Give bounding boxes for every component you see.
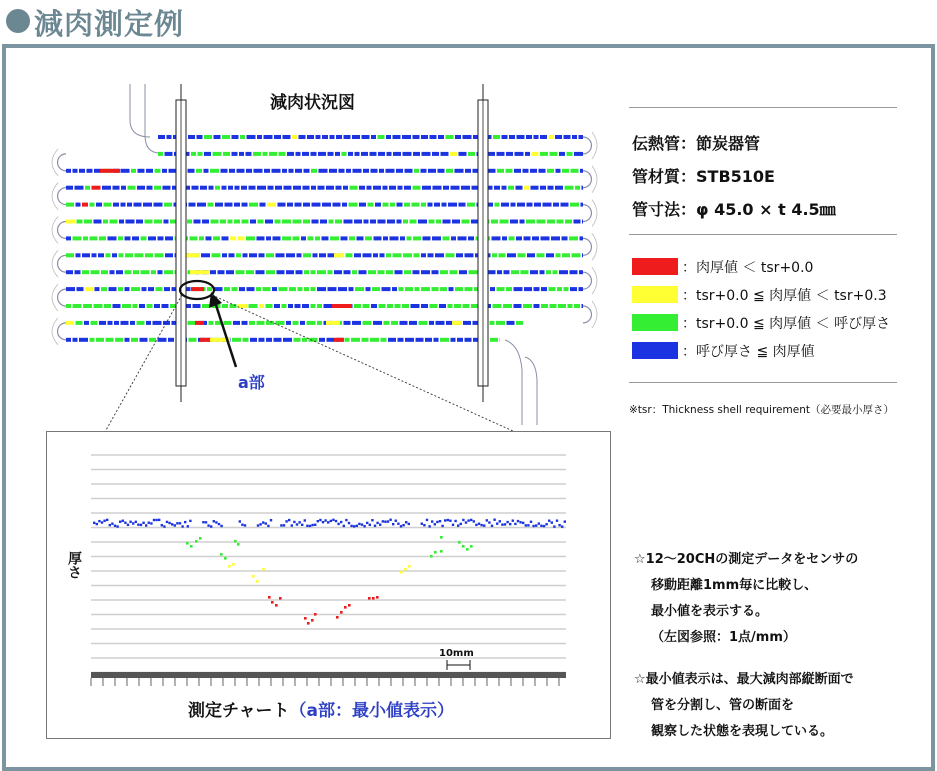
chart-point-blue — [319, 519, 321, 521]
chart-point-blue — [293, 521, 295, 523]
chart-point-blue — [306, 525, 308, 527]
chart-point-blue — [340, 521, 342, 523]
chart-point-blue — [493, 519, 495, 521]
chart-point-blue — [210, 525, 212, 527]
chart-point-blue — [436, 521, 438, 523]
chart-point-blue — [431, 520, 433, 522]
chart-point-green — [199, 537, 202, 540]
chart-point-blue — [376, 522, 378, 524]
chart-point-blue — [408, 523, 410, 525]
chart-point-blue — [525, 524, 527, 526]
chart-point-blue — [470, 519, 472, 521]
chart-point-green — [186, 542, 189, 545]
description2-line: ☆最小値表示は、最大減肉部縦断面で — [634, 672, 854, 687]
chart-point-blue — [153, 519, 155, 521]
chart-point-blue — [122, 520, 124, 522]
chart-point-red — [340, 611, 343, 614]
chart-point-blue — [561, 525, 563, 527]
chart-point-blue — [478, 523, 480, 525]
chart-point-blue — [439, 520, 441, 522]
chart-point-blue — [556, 519, 558, 521]
chart-point-green — [470, 545, 473, 548]
chart-point-blue — [129, 521, 131, 523]
chart-point-blue — [504, 523, 506, 525]
chart-point-blue — [337, 523, 339, 525]
chart-point-blue — [428, 525, 430, 527]
chart-point-blue — [361, 523, 363, 525]
chart-point-blue — [553, 525, 555, 527]
chart-point-blue — [220, 525, 222, 527]
chart-point-red — [372, 597, 375, 600]
chart-point-blue — [369, 524, 371, 526]
chart-point-blue — [135, 521, 137, 523]
chart-point-blue — [158, 519, 160, 521]
chart-point-blue — [187, 525, 189, 527]
chart-point-blue — [486, 519, 488, 521]
chart-point-blue — [532, 525, 534, 527]
chart-point-blue — [444, 519, 446, 521]
chart-point-blue — [400, 525, 402, 527]
chart-point-green — [224, 557, 227, 560]
chart-point-blue — [291, 524, 293, 526]
chart-point-blue — [480, 524, 482, 526]
chart-point-blue — [314, 524, 316, 526]
chart-point-blue — [140, 524, 142, 526]
chart-point-blue — [213, 520, 215, 522]
chart-point-blue — [384, 521, 386, 523]
chart-point-blue — [371, 519, 373, 521]
chart-point-yellow — [252, 575, 255, 578]
chart-point-blue — [397, 523, 399, 525]
chart-point-blue — [514, 523, 516, 525]
chart-point-blue — [538, 522, 540, 524]
chart-point-blue — [527, 524, 529, 526]
chart-point-green — [434, 551, 437, 554]
description1-line: 移動距離1mm毎に比較し、 — [651, 578, 818, 593]
chart-point-blue — [327, 521, 329, 523]
chart-point-blue — [366, 522, 368, 524]
chart-point-blue — [148, 522, 150, 524]
chart-point-blue — [301, 524, 303, 526]
chart-point-blue — [343, 525, 345, 527]
chart-scale-label: 10mm — [439, 648, 474, 659]
chart-point-blue — [116, 525, 118, 527]
chart-point-blue — [202, 521, 204, 523]
chart-point-blue — [475, 524, 477, 526]
description1-line: 最小値を表示する。 — [651, 604, 769, 619]
chart-point-red — [376, 596, 379, 599]
chart-point-blue — [103, 520, 105, 522]
legend-label: ：肉厚値 ＜ tsr+0.0 — [682, 260, 814, 276]
chart-point-blue — [522, 522, 524, 524]
chart-point-blue — [540, 525, 542, 527]
chart-point-blue — [239, 520, 241, 522]
chart-point-blue — [452, 524, 454, 526]
chart-point-blue — [382, 520, 384, 522]
chart-point-blue — [166, 521, 168, 523]
chart-point-blue — [298, 521, 300, 523]
spec-tube: 伝熱管：節炭器管 — [632, 134, 761, 153]
chart-point-blue — [517, 520, 519, 522]
description1-line: （左図参照：1点/mm） — [651, 630, 796, 645]
chart-point-blue — [519, 521, 521, 523]
chart-point-blue — [363, 525, 365, 527]
chart-point-blue — [244, 524, 246, 526]
chart-point-blue — [473, 520, 475, 522]
chart-point-yellow — [262, 568, 265, 571]
page-title: 減肉測定例 — [34, 7, 185, 41]
chart-point-blue — [389, 519, 391, 521]
chart-point-blue — [324, 519, 326, 521]
tsr-note: ※tsr：Thickness shell requirement（必要最小厚さ） — [629, 404, 894, 416]
chart-point-blue — [93, 522, 95, 524]
chart-point-blue — [530, 521, 532, 523]
chart-point-red — [271, 601, 274, 604]
chart-point-blue — [496, 522, 498, 524]
chart-point-blue — [467, 519, 469, 521]
chart-point-blue — [119, 521, 121, 523]
chart-point-blue — [512, 519, 514, 521]
chart-point-blue — [262, 521, 264, 523]
chart-point-blue — [124, 522, 126, 524]
chart-point-blue — [421, 523, 423, 525]
chart-point-blue — [127, 524, 129, 526]
chart-point-yellow — [408, 565, 411, 568]
legend-label: ：呼び厚さ ≦ 肉厚値 — [682, 344, 815, 360]
chart-point-blue — [145, 524, 147, 526]
chart-point-blue — [96, 523, 98, 525]
chart-caption — [188, 696, 454, 721]
chart-caption-main: 測定チャート — [188, 701, 290, 721]
chart-point-green — [430, 555, 433, 558]
chart-point-blue — [161, 524, 163, 526]
chart-point-red — [275, 604, 278, 607]
description2-line: 観察した状態を表現している。 — [651, 724, 834, 739]
chart-point-blue — [132, 522, 134, 524]
chart-point-blue — [176, 522, 178, 524]
chart-point-blue — [460, 523, 462, 525]
chart-point-green — [234, 540, 237, 543]
chart-caption-highlight: （a部：最小値表示） — [289, 701, 454, 721]
chart-point-blue — [449, 520, 451, 522]
chart-point-green — [462, 545, 465, 548]
chart-point-blue — [163, 525, 165, 527]
legend-label: ：tsr+0.0 ≦ 肉厚値 ＜ 呼び厚さ — [682, 316, 891, 332]
description1-line: ☆12～20CHの測定データをセンサの — [634, 552, 859, 567]
chart-point-blue — [358, 523, 360, 525]
chart-point-blue — [168, 522, 170, 524]
chart-point-red — [307, 622, 310, 625]
chart-point-blue — [353, 525, 355, 527]
chart-point-blue — [184, 521, 186, 523]
chart-point-blue — [488, 521, 490, 523]
chart-point-blue — [322, 521, 324, 523]
chart-point-red — [368, 597, 371, 600]
chart-point-green — [190, 545, 193, 548]
chart-point-yellow — [228, 565, 231, 568]
chart-point-blue — [535, 524, 537, 526]
chart-point-blue — [558, 524, 560, 526]
chart-point-blue — [462, 519, 464, 521]
chart-point-blue — [309, 525, 311, 527]
chart-point-red — [344, 606, 347, 609]
chart-point-blue — [345, 519, 347, 521]
diagram-title: 減肉状況図 — [270, 93, 355, 113]
chart-point-blue — [181, 525, 183, 527]
chart-point-blue — [548, 520, 550, 522]
chart-point-blue — [101, 521, 103, 523]
chart-point-blue — [142, 522, 144, 524]
chart-point-blue — [457, 524, 459, 526]
chart-point-blue — [434, 523, 436, 525]
chart-point-blue — [545, 523, 547, 525]
chart-point-blue — [330, 520, 332, 522]
chart-point-blue — [317, 520, 319, 522]
chart-point-blue — [265, 522, 267, 524]
chart-point-blue — [441, 525, 443, 527]
chart-point-blue — [215, 521, 217, 523]
chart-point-blue — [348, 522, 350, 524]
chart-point-blue — [387, 520, 389, 522]
chart-point-blue — [356, 525, 358, 527]
chart-point-red — [336, 616, 339, 619]
chart-point-blue — [109, 524, 111, 526]
chart-point-blue — [454, 520, 456, 522]
chart-point-blue — [405, 521, 407, 523]
chart-point-green — [195, 540, 198, 543]
chart-point-red — [348, 604, 351, 607]
chart-point-blue — [483, 524, 485, 526]
chart-point-blue — [395, 520, 397, 522]
chart-point-green — [237, 543, 240, 546]
chart-point-blue — [465, 521, 467, 523]
chart-point-blue — [423, 524, 425, 526]
chart-point-blue — [259, 523, 261, 525]
chart-point-red — [311, 619, 314, 622]
chart-point-red — [268, 596, 271, 599]
chart-point-blue — [509, 523, 511, 525]
chart-point-blue — [402, 524, 404, 526]
spec-dimension: 管寸法：φ 45.0 × t 4.5㎜ — [632, 200, 836, 219]
chart-point-blue — [332, 519, 334, 521]
chart-baseline — [91, 672, 566, 678]
chart-point-yellow — [400, 571, 403, 574]
chart-point-blue — [171, 523, 173, 525]
legend-label: ：tsr+0.0 ≦ 肉厚値 ＜ tsr+0.3 — [682, 288, 887, 304]
chart-point-blue — [296, 523, 298, 525]
chart-point-red — [304, 617, 307, 620]
chart-point-blue — [98, 520, 100, 522]
chart-point-blue — [426, 519, 428, 521]
chart-point-blue — [207, 524, 209, 526]
chart-point-blue — [499, 520, 501, 522]
chart-point-yellow — [232, 563, 235, 566]
chart-point-blue — [491, 525, 493, 527]
chart-point-green — [458, 541, 461, 544]
chart-point-blue — [137, 523, 139, 525]
description2-line: 管を分割し、管の断面を — [651, 698, 795, 713]
chart-point-blue — [543, 525, 545, 527]
chart-point-blue — [114, 525, 116, 527]
chart-point-blue — [267, 525, 269, 527]
chart-point-blue — [150, 522, 152, 524]
chart-point-red — [279, 597, 282, 600]
chart-point-blue — [270, 519, 272, 521]
chart-point-blue — [447, 519, 449, 521]
chart-point-red — [314, 613, 317, 616]
chart-point-blue — [283, 524, 285, 526]
a-part-label: a部 — [238, 373, 265, 392]
chart-point-blue — [374, 525, 376, 527]
chart-point-blue — [111, 522, 113, 524]
chart-point-blue — [392, 523, 394, 525]
chart-point-blue — [501, 523, 503, 525]
chart-point-blue — [564, 520, 566, 522]
chart-point-green — [440, 536, 443, 539]
chart-point-blue — [350, 525, 352, 527]
chart-point-blue — [304, 519, 306, 521]
chart-point-blue — [241, 524, 243, 526]
chart-point-blue — [257, 524, 259, 526]
chart-point-blue — [280, 524, 282, 526]
chart-point-blue — [288, 519, 290, 521]
chart-point-green — [440, 550, 443, 553]
chart-point-green — [220, 553, 223, 556]
chart-point-blue — [179, 522, 181, 524]
chart-point-blue — [506, 521, 508, 523]
chart-point-blue — [155, 519, 157, 521]
chart-point-blue — [218, 523, 220, 525]
chart-point-green — [466, 548, 469, 551]
chart-point-blue — [106, 519, 108, 521]
chart-point-yellow — [404, 568, 407, 571]
chart-point-blue — [335, 520, 337, 522]
chart-point-blue — [174, 524, 176, 526]
chart-point-blue — [551, 521, 553, 523]
chart-point-blue — [285, 520, 287, 522]
chart-point-blue — [379, 523, 381, 525]
chart-point-blue — [205, 521, 207, 523]
chart-point-yellow — [256, 580, 259, 583]
chart-point-blue — [311, 524, 313, 526]
chart-ylabel: 厚さ — [66, 551, 82, 579]
spec-material: 管材質：STB510E — [632, 167, 775, 186]
chart-point-blue — [189, 520, 191, 522]
